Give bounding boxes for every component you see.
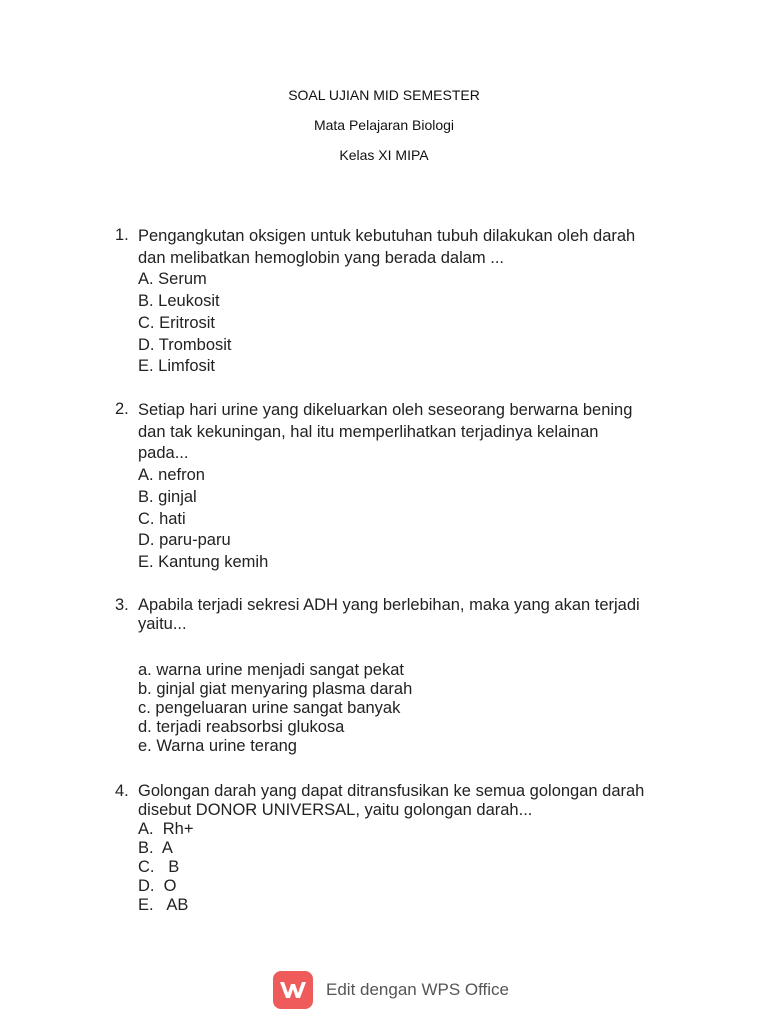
question-line: Setiap hari urine yang dikeluarkan oleh seseorang berwarna bening — [138, 401, 633, 419]
question-text — [138, 782, 685, 820]
question-line: dan melibatkan hemoglobin yang berada dalam ... — [138, 248, 504, 267]
options-list — [138, 465, 685, 574]
question-line: disebut DONOR UNIVERSAL, yaitu golongan darah... — [138, 801, 533, 819]
option-item: B. A — [138, 839, 173, 857]
question-text — [138, 400, 685, 465]
option-item: B. ginjal — [138, 487, 197, 506]
wps-office-logo-icon[interactable] — [273, 971, 313, 1009]
option-item: A. nefron — [138, 466, 205, 485]
options-list — [138, 269, 685, 378]
question-line: Apabila terjadi sekresi ADH yang berlebihan, maka yang akan terjadi — [138, 596, 640, 614]
question-line: Golongan darah yang dapat ditransfusikan ke semua golongan darah — [138, 782, 645, 800]
option-item: C. B — [138, 858, 180, 876]
question-1 — [115, 226, 685, 378]
option-item: c. pengeluaran urine sangat banyak — [138, 699, 401, 717]
question-number: 3. — [115, 596, 129, 614]
option-item: d. terjadi reabsorbsi glukosa — [138, 718, 345, 736]
option-item: D. paru-paru — [138, 531, 231, 550]
question-text — [138, 596, 685, 634]
option-item: D. Trombosit — [138, 335, 232, 354]
option-item: e. Warna urine terang — [138, 737, 297, 755]
question-line: Pengangkutan oksigen untuk kebutuhan tubuh dilakukan oleh darah — [138, 227, 636, 245]
options-list — [138, 820, 685, 915]
options-list — [138, 661, 685, 756]
question-3 — [115, 596, 685, 756]
wps-edit-banner[interactable] — [273, 971, 509, 1009]
question-line: pada... — [138, 444, 189, 463]
option-item: A. Serum — [138, 270, 207, 289]
option-item: E. AB — [138, 896, 189, 914]
question-line: yaitu... — [138, 615, 187, 633]
option-item: C. hati — [138, 509, 186, 528]
option-item: D. O — [138, 877, 177, 895]
question-number: 4. — [115, 782, 129, 800]
exam-title: SOAL UJIAN MID SEMESTER — [288, 87, 480, 103]
question-number: 1. — [115, 226, 129, 244]
question-line: dan tak kekuningan, hal itu memperlihatkan terjadinya kelainan — [138, 422, 599, 441]
option-item: B. Leukosit — [138, 292, 220, 311]
option-item: E. Kantung kemih — [138, 552, 269, 571]
question-number: 2. — [115, 400, 129, 418]
class-line: Kelas XI MIPA — [339, 147, 429, 163]
question-4 — [115, 782, 685, 915]
question-text — [138, 226, 685, 269]
question-2 — [115, 400, 685, 574]
option-item: C. Eritrosit — [138, 313, 216, 332]
option-item: E. Limfosit — [138, 357, 216, 376]
subject-line: Mata Pelajaran Biologi — [313, 117, 455, 133]
edit-with-wps-link[interactable]: Edit dengan WPS Office — [326, 980, 510, 999]
option-item: b. ginjal giat menyaring plasma darah — [138, 680, 413, 698]
option-item: A. Rh+ — [138, 820, 194, 838]
option-item: a. warna urine menjadi sangat pekat — [138, 661, 404, 679]
